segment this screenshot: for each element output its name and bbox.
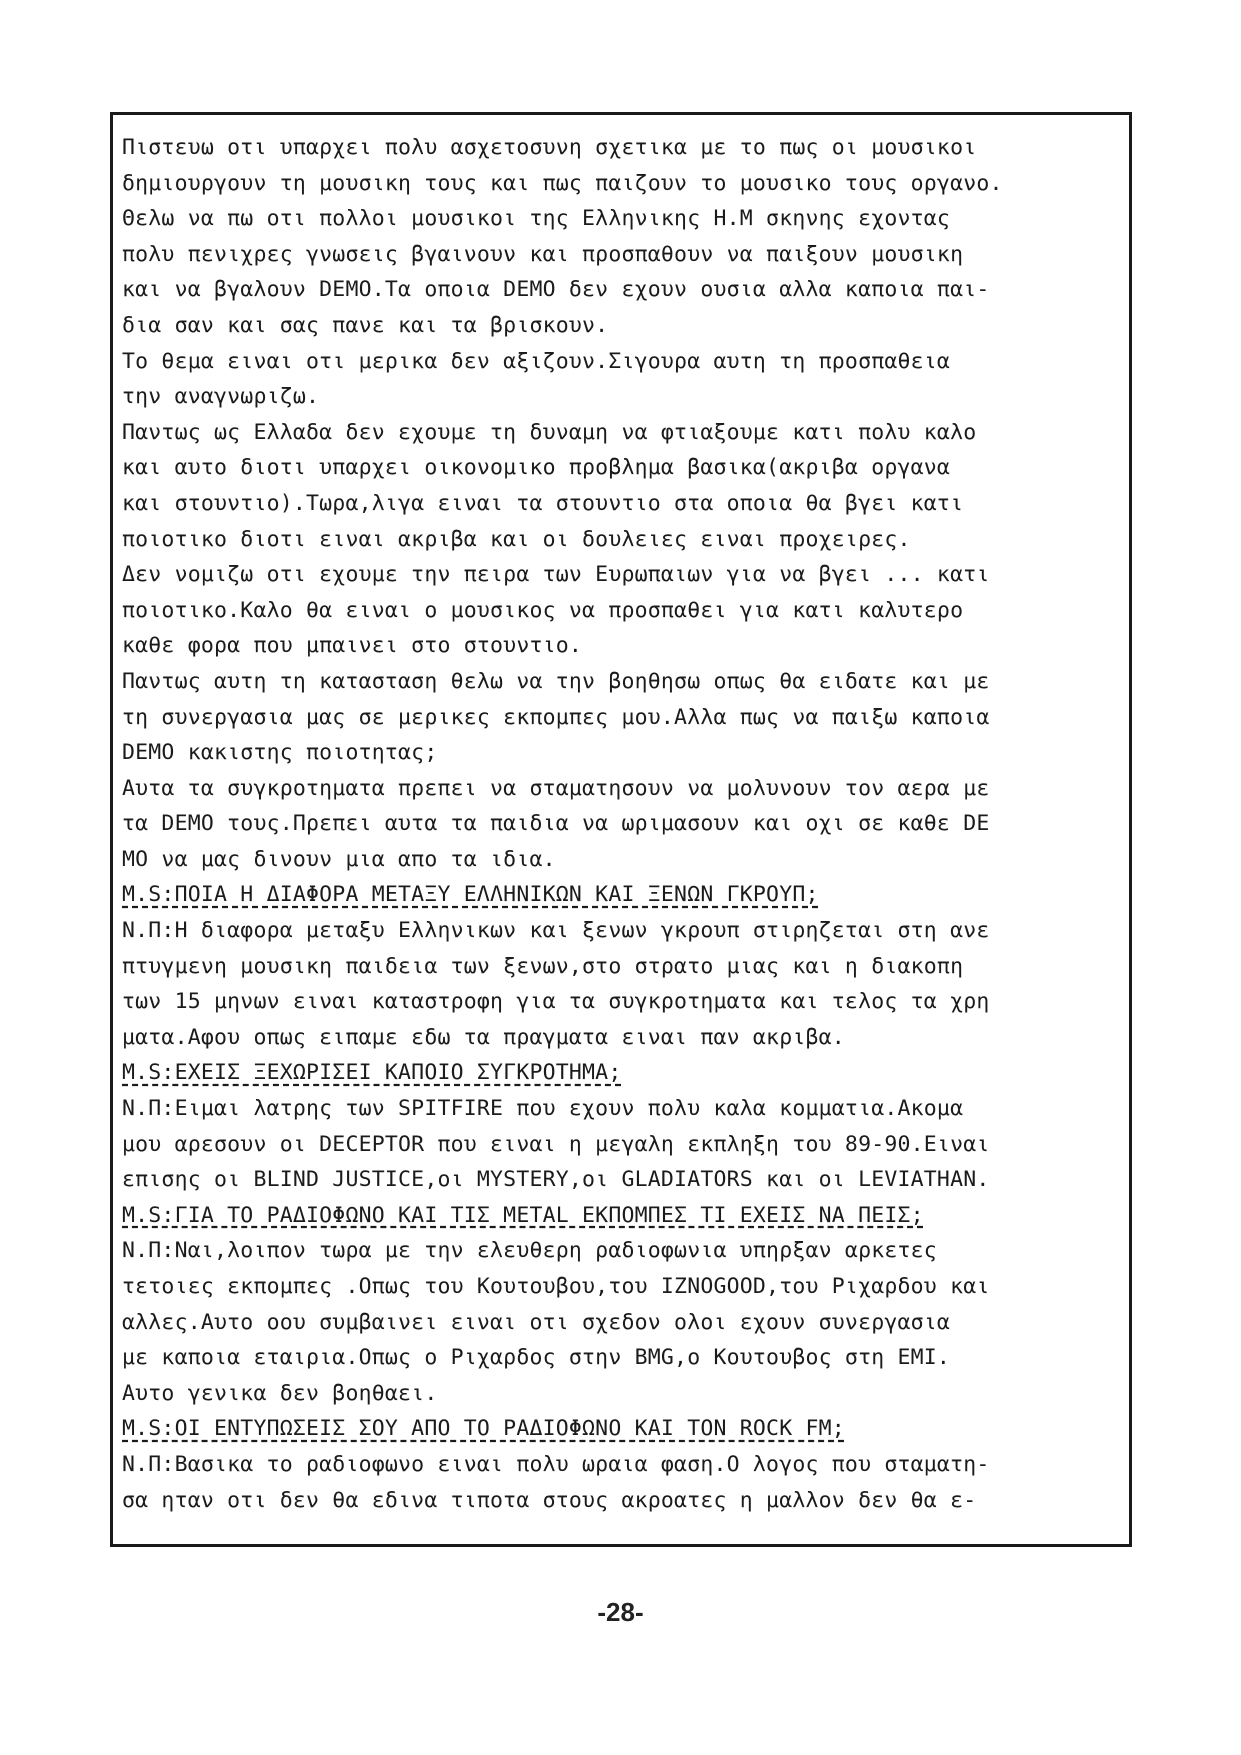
text-line: DEMO κακιστης ποιοτητας; bbox=[122, 740, 438, 766]
text-line: και να βγαλουν DEMO.Τα οποια DEMO δεν εχουν ουσια αλλα καποια παι- bbox=[122, 277, 990, 303]
text-line: MO να μας δινουν μια απο τα ιδια. bbox=[122, 846, 556, 872]
text-line: επισης οι BLIND JUSTICE,οι MYSTERY,οι GLADIATORS και οι LEVIATHAN. bbox=[122, 1167, 990, 1193]
text-line: τετοιες εκπομπες .Οπως του Κουτουβου,του IZNOGOOD,του Ριχαρδου και bbox=[122, 1274, 990, 1299]
text-line: Αυτο γενικα δεν βοηθαει. bbox=[122, 1380, 438, 1406]
text-line: πολυ πενιχρες γνωσεις βγαινουν και προσπαθουν να παιξουν μουσικη bbox=[122, 241, 964, 267]
text-line: Ν.Π:Ειμαι λατρης των SPITFIRE που εχουν πολυ καλα κομματια.Ακομα bbox=[122, 1096, 964, 1122]
text-line: ματα.Αφου οπως ειπαμε εδω τα πραγματα ειναι παν ακριβα. bbox=[122, 1024, 845, 1050]
text-line: μου αρεσουν οι DECEPTOR που ειναι η μεγαλη εκπληξη του 89-90.Ειναι bbox=[122, 1131, 990, 1157]
text-line: δημιουργουν τη μουσικη τους και πως παιζουν το μουσικο τους οργανο. bbox=[122, 170, 1003, 196]
interview-question: M.S:ΠΟΙΑ Η ΔΙΑΦΟΡΑ ΜΕΤΑΞΥ ΕΛΛΗΝΙΚΩΝ ΚΑΙ ΞΕΝΩΝ ΓΚΡΟΥΠ; bbox=[122, 882, 819, 908]
text-line: Παντως αυτη τη κατασταση θελω να την βοηθησω οπως θα ειδατε και με bbox=[122, 668, 990, 694]
text-line: Αυτα τα συγκροτηματα πρεπει να σταματησουν να μολυνουν τον αερα με bbox=[122, 775, 990, 801]
text-line: ποιοτικο διοτι ειναι ακριβα και οι δουλειες ειναι προχειρες. bbox=[122, 526, 911, 552]
text-line: και αυτο διοτι υπαρχει οικονομικο προβλημα βασικα(ακριβα οργανα bbox=[122, 455, 951, 481]
page-number: -28- bbox=[597, 1597, 644, 1627]
text-line: ποιοτικο.Καλο θα ειναι ο μουσικος να προσπαθει για κατι καλυτερο bbox=[122, 597, 964, 623]
text-line: τα DEMO τους.Πρεπει αυτα τα παιδια να ωριμασουν και οχι σε καθε DE bbox=[122, 811, 990, 837]
text-line: Παντως ως Ελλαδα δεν εχουμε τη δυναμη να φτιαξουμε κατι πολυ καλο bbox=[122, 419, 977, 445]
text-line: Ν.Π:Βασικα το ραδιοφωνο ειναι πολυ ωραια φαση.Ο λογος που σταματη- bbox=[122, 1451, 990, 1477]
text-line: πτυγμενη μουσικη παιδεια των ξενων,στο στρατο μιας και η διακοπη bbox=[122, 953, 964, 979]
text-line: Θελω να πω οτι πολλοι μουσικοι της Ελληνικης Η.Μ σκηνης εχοντας bbox=[122, 206, 951, 232]
interview-question: M.S:ΕΧΕΙΣ ΞΕΧΩΡΙΣΕΙ ΚΑΠΟΙΟ ΣΥΓΚΡΟΤΗΜΑ; bbox=[122, 1060, 622, 1086]
text-line: σα ηταν οτι δεν θα εδινα τιποτα στους ακροατες η μαλλον δεν θα ε- bbox=[122, 1487, 977, 1513]
text-line: Δεν νομιζω οτι εχουμε την πειρα των Ευρωπαιων για να βγει ... κατι bbox=[122, 562, 990, 588]
text-line: με καποια εταιρια.Οπως ο Ριχαρδος στην BMG,ο Κουτουβος στη EMI. bbox=[122, 1345, 951, 1371]
text-line: δια σαν και σας πανε και τα βρισκουν. bbox=[122, 312, 609, 338]
interview-question: M.S:ΟΙ ΕΝΤΥΠΩΣΕΙΣ ΣΟΥ ΑΠΟ ΤΟ ΡΑΔΙΟΦΩΝΟ ΚΑΙ ΤΟΝ ROCK FM; bbox=[122, 1416, 845, 1442]
text-line: και στουντιο).Τωρα,λιγα ειναι τα στουντιο στα οποια θα βγει κατι bbox=[122, 490, 964, 516]
text-line: την αναγνωριζω. bbox=[122, 384, 320, 410]
text-line: Το θεμα ειναι οτι μερικα δεν αξιζουν.Σιγουρα αυτη τη προσπαθεια bbox=[122, 348, 951, 374]
text-line: των 15 μηνων ειναι καταστροφη για τα συγκροτηματα και τελος τα χρη bbox=[122, 989, 990, 1015]
interview-question: M.S:ΓΙΑ ΤΟ ΡΑΔΙΟΦΩΝΟ ΚΑΙ ΤΙΣ METAL ΕΚΠΟΜΠΕΣ ΤΙ ΕΧΕΙΣ ΝΑ ΠΕΙΣ; bbox=[122, 1202, 924, 1228]
text-line: Πιστευω οτι υπαρχει πολυ ασχετοσυνη σχετικα με το πως οι μουσικοι bbox=[122, 135, 977, 160]
text-line: καθε φορα που μπαινει στο στουντιο. bbox=[122, 633, 583, 659]
text-line: Ν.Π:Ναι,λοιπον τωρα με την ελευθερη ραδιοφωνια υπηρξαν αρκετες bbox=[122, 1238, 937, 1264]
text-line: Ν.Π:Η διαφορα μεταξυ Ελληνικων και ξενων γκρουπ στιρηζεται στη ανε bbox=[122, 918, 990, 944]
text-line: τη συνεργασια μας σε μερικες εκπομπες μου.Αλλα πως να παιξω καποια bbox=[122, 704, 990, 730]
interview-text bbox=[122, 130, 1132, 1518]
text-line: αλλες.Αυτο οου συμβαινει ειναι οτι σχεδον ολοι εχουν συνεργασια bbox=[122, 1309, 951, 1335]
